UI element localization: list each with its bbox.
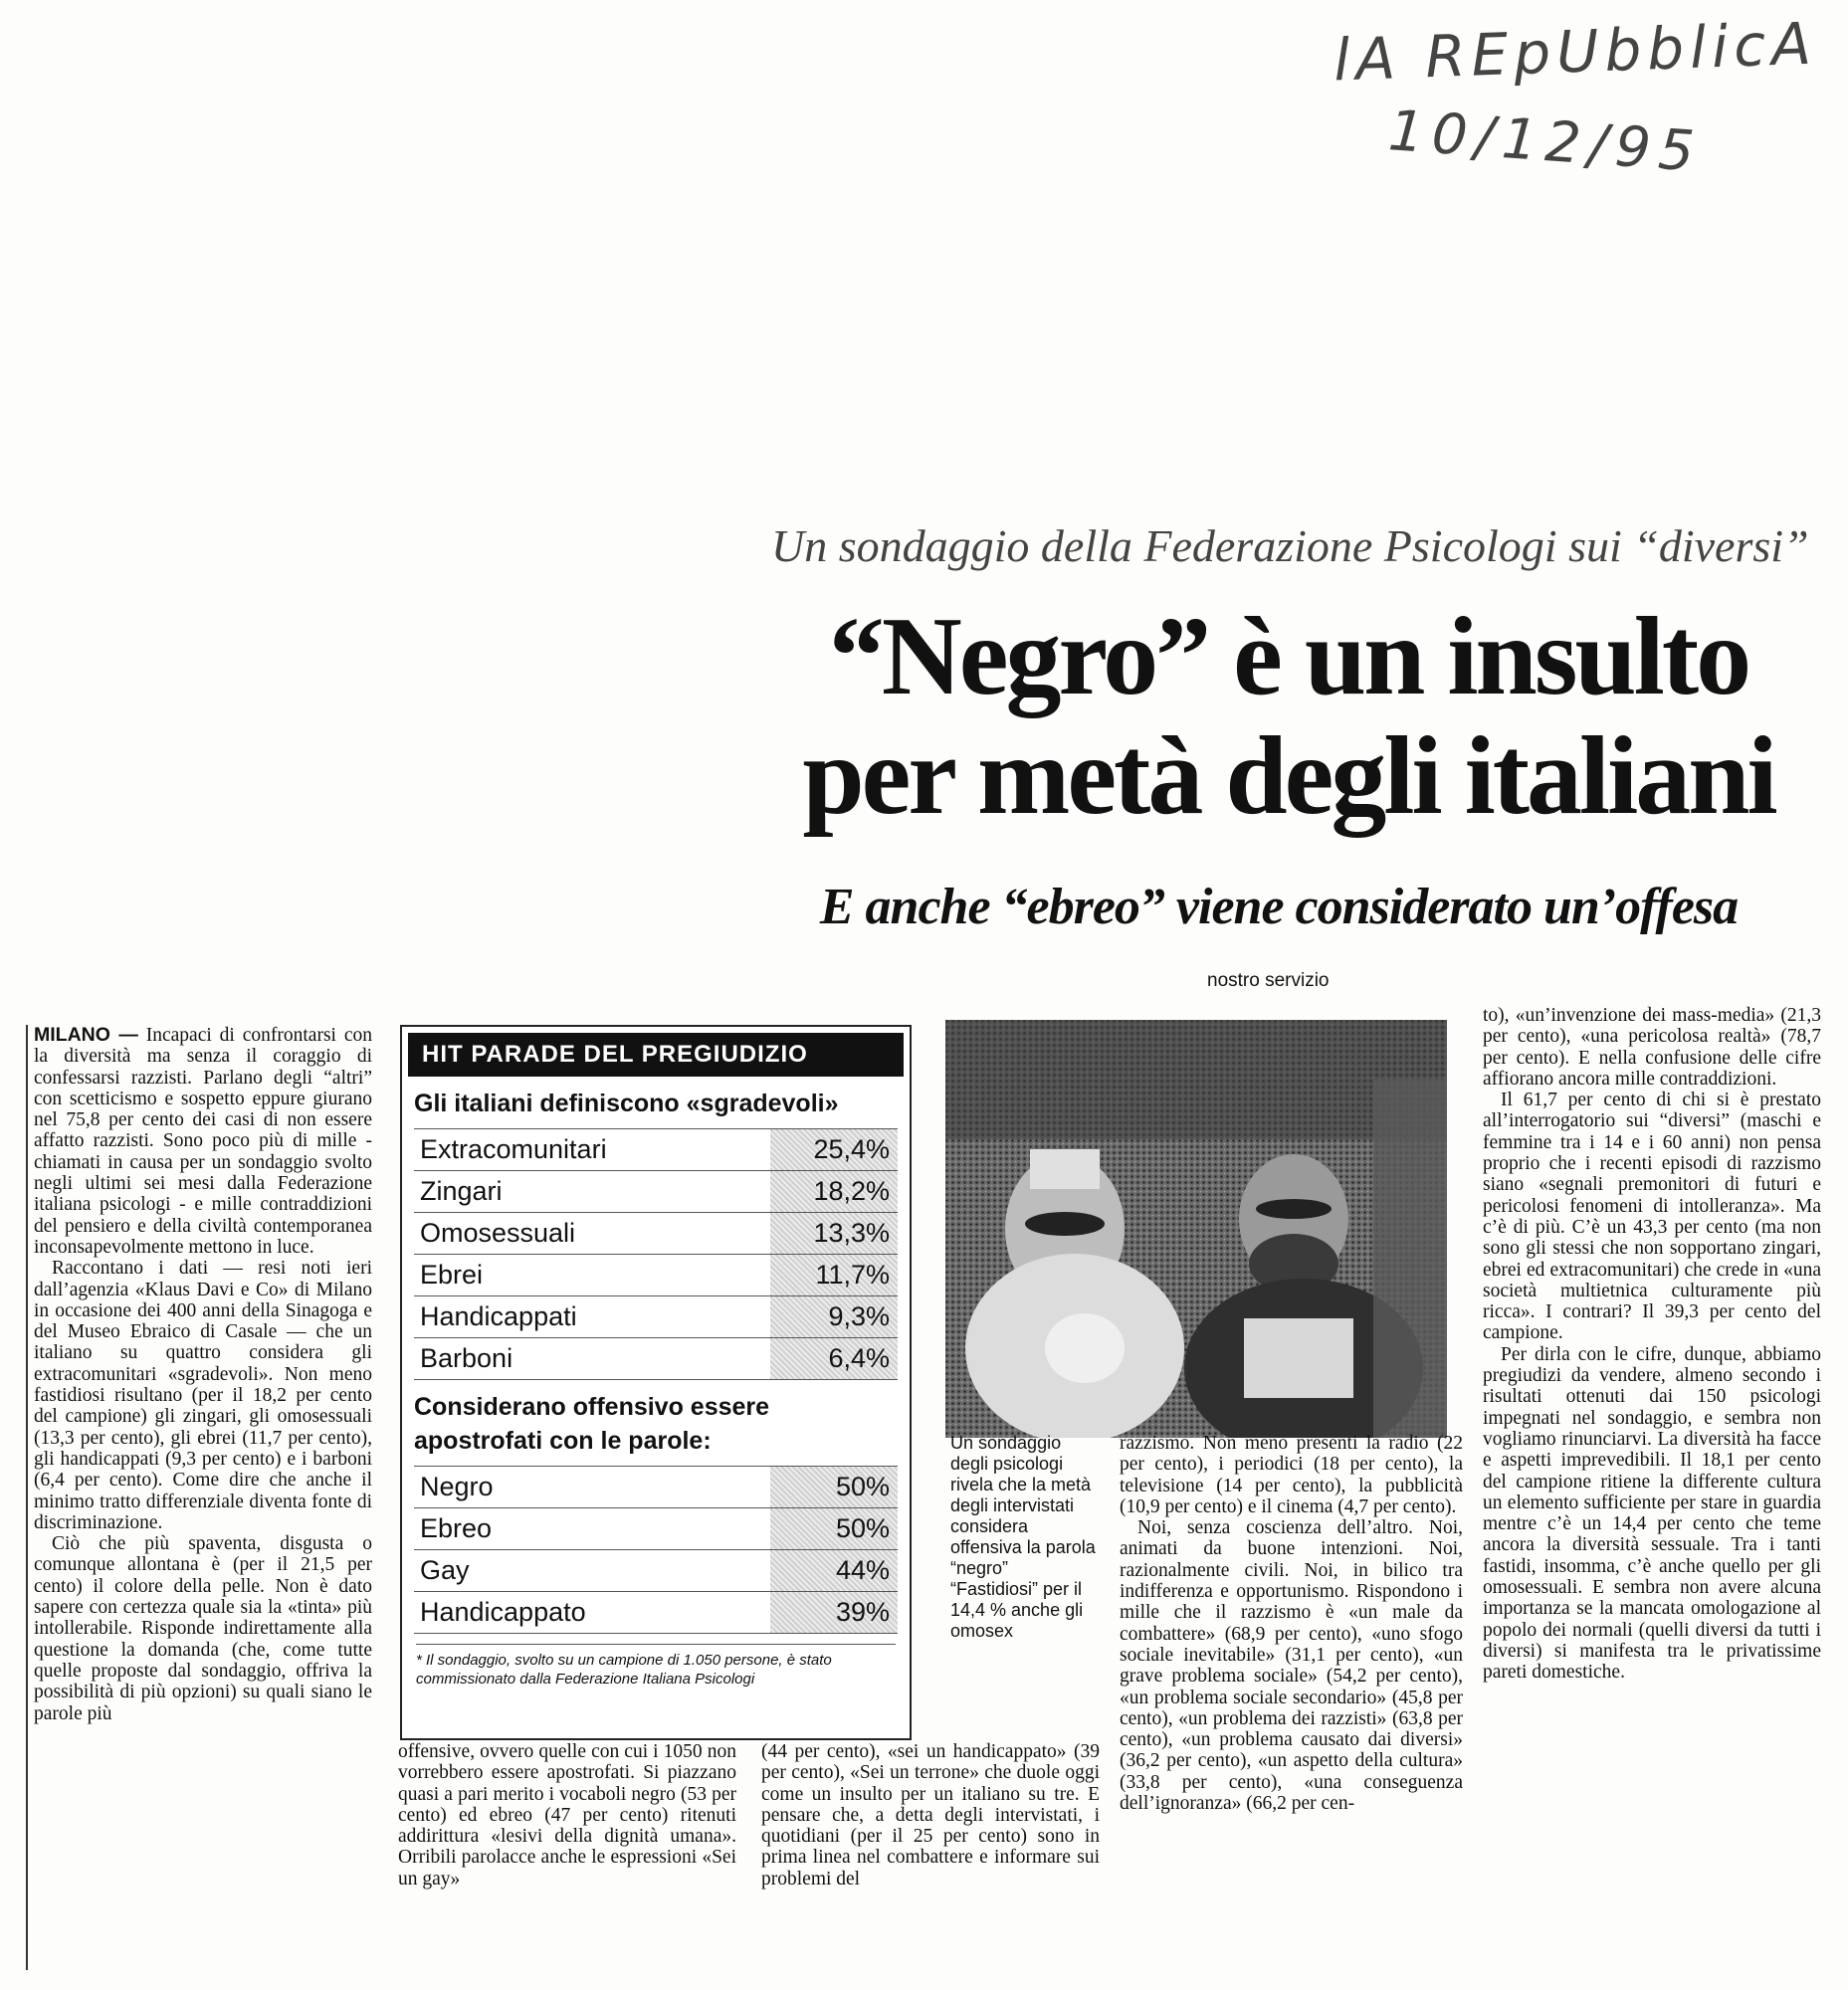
article-kicker: Un sondaggio della Federazione Psicologi sui “diversi” xyxy=(771,520,1809,571)
box-table-2 xyxy=(414,1466,898,1634)
row-value: 44% xyxy=(770,1550,898,1591)
row-label: Ebrei xyxy=(420,1260,484,1290)
table-row xyxy=(414,1213,898,1255)
paragraph: Per dirla con le cifre, dunque, abbiamo pregiudizi da vendere, almeno secondo i risultati ottenuti dai 150 psicologi impegnati nel sondaggio, e sembra non vogliamo rinunciarvi. La diversità ha facce e aspetti imprevedibili. Il 18,1 per cento del campione ritiene la differente cultura un elemento sufficiente per stare in guardia mentre c’è un 14,4 per cento che teme ancora la diversità sessuale. Tra i tanti fastidi, insomma, c’è anche quello per gli omosessuali. E sembra non avere alcuna importanza se la mancata omologazione al popolo dei normali (quelli diversi da tutti i diversi) si manifesta tra le privatissime pareti domestiche. xyxy=(1483,1343,1821,1684)
headline-line-1: “Negro” è un insulto xyxy=(828,595,1749,718)
row-value: 39% xyxy=(770,1592,898,1633)
box-footnote: * Il sondaggio, svolto su un campione di 1.050 persone, è stato commissionato dalla Federazione Italiana Psicologi xyxy=(416,1644,896,1689)
article-column-1 xyxy=(26,1025,372,1970)
photo-illustration xyxy=(945,1020,1447,1438)
row-label: Extracomunitari xyxy=(420,1134,607,1164)
row-value: 25,4% xyxy=(770,1129,898,1170)
article-column-2 xyxy=(398,1741,736,1975)
paragraph: Noi, senza coscienza dell’altro. Noi, animati da buone intenzioni. Noi, razionalmente civili. Noi, in bilico tra indifferenza e opportunismo. Rispondono i mille che il razzismo è «un male da combattere» (68,9 per cento), «uno sfogo sociale inevitabile» (31,1 per cento), «un grave problema sociale» (54,2 per cento), «un problema sociale secondario» (45,8 per cento), «un problema dei razzisti» (63,8 per cento), «un problema causato dai diversi» (36,2 per cento), «un aspetto della cultura» (33,8 per cento), «una conseguenza dell’ignoranza» (66,2 per cen- xyxy=(1120,1517,1463,1815)
table-row xyxy=(414,1171,898,1213)
table-row xyxy=(414,1255,898,1296)
paragraph: (44 per cento), «sei un handicappato» (39 per cento), «Sei un terrone» che duole oggi come un insulto per un italiano su tre. E pensare che, a detta degli intervistati, i quotidiani (per il 25 per cento) sono in prima linea nel combattere e informare sui problemi del xyxy=(761,1741,1100,1890)
table-row xyxy=(414,1508,898,1550)
handwritten-publication: lA REpUbblicA xyxy=(1332,9,1818,95)
paragraph: Ciò che più spaventa, disgusta o comunque allontana è (per il 21,5 per cento) il colore della pelle. Non è dato sapere con certezza quale sia la «tinta» più intollerabile. Risponde indirettamente alla questione la domanda (che, come tutte quelle proposte dal sondaggio, offriva la possibilità di più opzioni) su quali siano le parole più xyxy=(34,1533,372,1724)
row-label: Handicappato xyxy=(420,1597,586,1627)
paragraph-text: Incapaci di confrontarsi con la diversità ma senza il coraggio di confessarsi razzisti. Parlano degli “altri” con scetticismo e sospetto eppure giurano nel 75,8 per cento dei casi di non essere affatto razzisti. Sono poco più di mille - chiamati in causa per un sondaggio svolto negli ultimi sei mesi dalla Federazione italiana psicologi - e mille contraddizioni del pensiero e della civiltà contemporanea inconsapevolmente mettono in luce. xyxy=(34,1025,372,1258)
row-label: Barboni xyxy=(420,1343,513,1373)
paragraph: offensive, ovvero quelle con cui i 1050 non vorrebbero essere apostrofati. Si piazzano quasi a pari merito i vocaboli negro (53 per cento) ed ebreo (47 per cento) ritenuti addirittura «lesivi della dignità umana». Orribili parolacce anche le espressioni «Sei un gay» xyxy=(398,1741,736,1890)
headline-line-2: per metà degli italiani xyxy=(802,714,1775,838)
paragraph: Raccontano i dati — resi noti ieri dall’agenzia «Klaus Davi e Co» di Milano in occasione dei 400 anni della Sinagoga e del Museo Ebraico di Casale — che un italiano su quattro considera gli extracomunitari «sgradevoli». Non meno fastidiosi risultano (per il 18,2 per cento del campione) gli zingari, gli omosessuali (13,3 per cento), gli ebrei (11,7 per cento), gli handicappati (9,3 per cento) e i barboni (6,4 per cento). Come dire che anche il minimo tratto differenziale diventa fonte di discriminazione. xyxy=(34,1258,372,1533)
box-section-2-heading: Considerano offensivo essere apostrofati con le parole: xyxy=(414,1393,770,1455)
paragraph xyxy=(34,1025,372,1258)
row-label: Handicappati xyxy=(420,1301,577,1331)
handwritten-date: 10/12/95 xyxy=(1386,99,1705,185)
row-value: 13,3% xyxy=(770,1213,898,1254)
byline: nostro servizio xyxy=(1207,970,1330,991)
row-value: 9,3% xyxy=(770,1296,898,1337)
row-label: Zingari xyxy=(420,1176,503,1206)
prejudice-table-box xyxy=(400,1025,912,1740)
table-row xyxy=(414,1592,898,1634)
paragraph: to), «un’invenzione dei mass-media» (21,3 per cento), «una pericolosa realtà» (78,7 per cento). E nella confusione delle cifre affiorano ancora mille contraddizioni. xyxy=(1483,1005,1821,1090)
headline xyxy=(746,597,1831,836)
row-value: 50% xyxy=(770,1508,898,1549)
paragraph: Il 61,7 per cento di chi si è prestato all’interrogatorio sui “diversi” (maschi e femmine tra i 14 e i 60 anni) non pensa proprio che i recenti episodi di razzismo siano «segnali premonitori di futuri e pericolosi fenomeni di intolleranza». Ma c’è di più. C’è un 43,3 per cento (ma non sono gli stessi che non sopportano zingari, ebrei ed extracomunitari) che crede in «una società multietnica culturamente più ricca». I contrari? Il 39,3 per cento del campione. xyxy=(1483,1090,1821,1344)
row-value: 6,4% xyxy=(770,1338,898,1379)
news-photo xyxy=(945,1020,1447,1438)
row-label: Omosessuali xyxy=(420,1218,576,1248)
row-label: Ebreo xyxy=(420,1513,493,1543)
table-row xyxy=(414,1467,898,1508)
article-column-4 xyxy=(1120,1433,1463,1975)
row-value: 11,7% xyxy=(770,1255,898,1295)
paragraph: razzismo. Non meno presenti la radio (22 per cento), i periodici (18 per cento), la televisione (14 per cento), la pubblicità (10,9 per cento) e il cinema (4,7 per cento). xyxy=(1120,1433,1463,1517)
article-column-3 xyxy=(761,1741,1100,1975)
row-value: 50% xyxy=(770,1467,898,1507)
table-row xyxy=(414,1129,898,1171)
box-table-1 xyxy=(414,1128,898,1380)
row-value: 18,2% xyxy=(770,1171,898,1212)
subheadline: E anche “ebreo” viene considerato un’offesa xyxy=(819,879,1739,935)
article-column-5 xyxy=(1483,1005,1821,1975)
table-row xyxy=(414,1550,898,1592)
photo-caption: Un sondaggio degli psicologi rivela che la metà degli intervistati considera offensiva la parola “negro” “Fastidiosi” per il 14,4 % anche gli omosex xyxy=(950,1433,1096,1641)
box-section-1-heading: Gli italiani definiscono «sgradevoli» xyxy=(414,1090,839,1117)
table-row xyxy=(414,1338,898,1380)
row-label: Negro xyxy=(420,1472,494,1501)
table-row xyxy=(414,1296,898,1338)
box-title: HIT PARADE DEL PREGIUDIZIO xyxy=(408,1033,904,1077)
dateline: MILANO — xyxy=(34,1025,138,1046)
row-label: Gay xyxy=(420,1555,470,1585)
